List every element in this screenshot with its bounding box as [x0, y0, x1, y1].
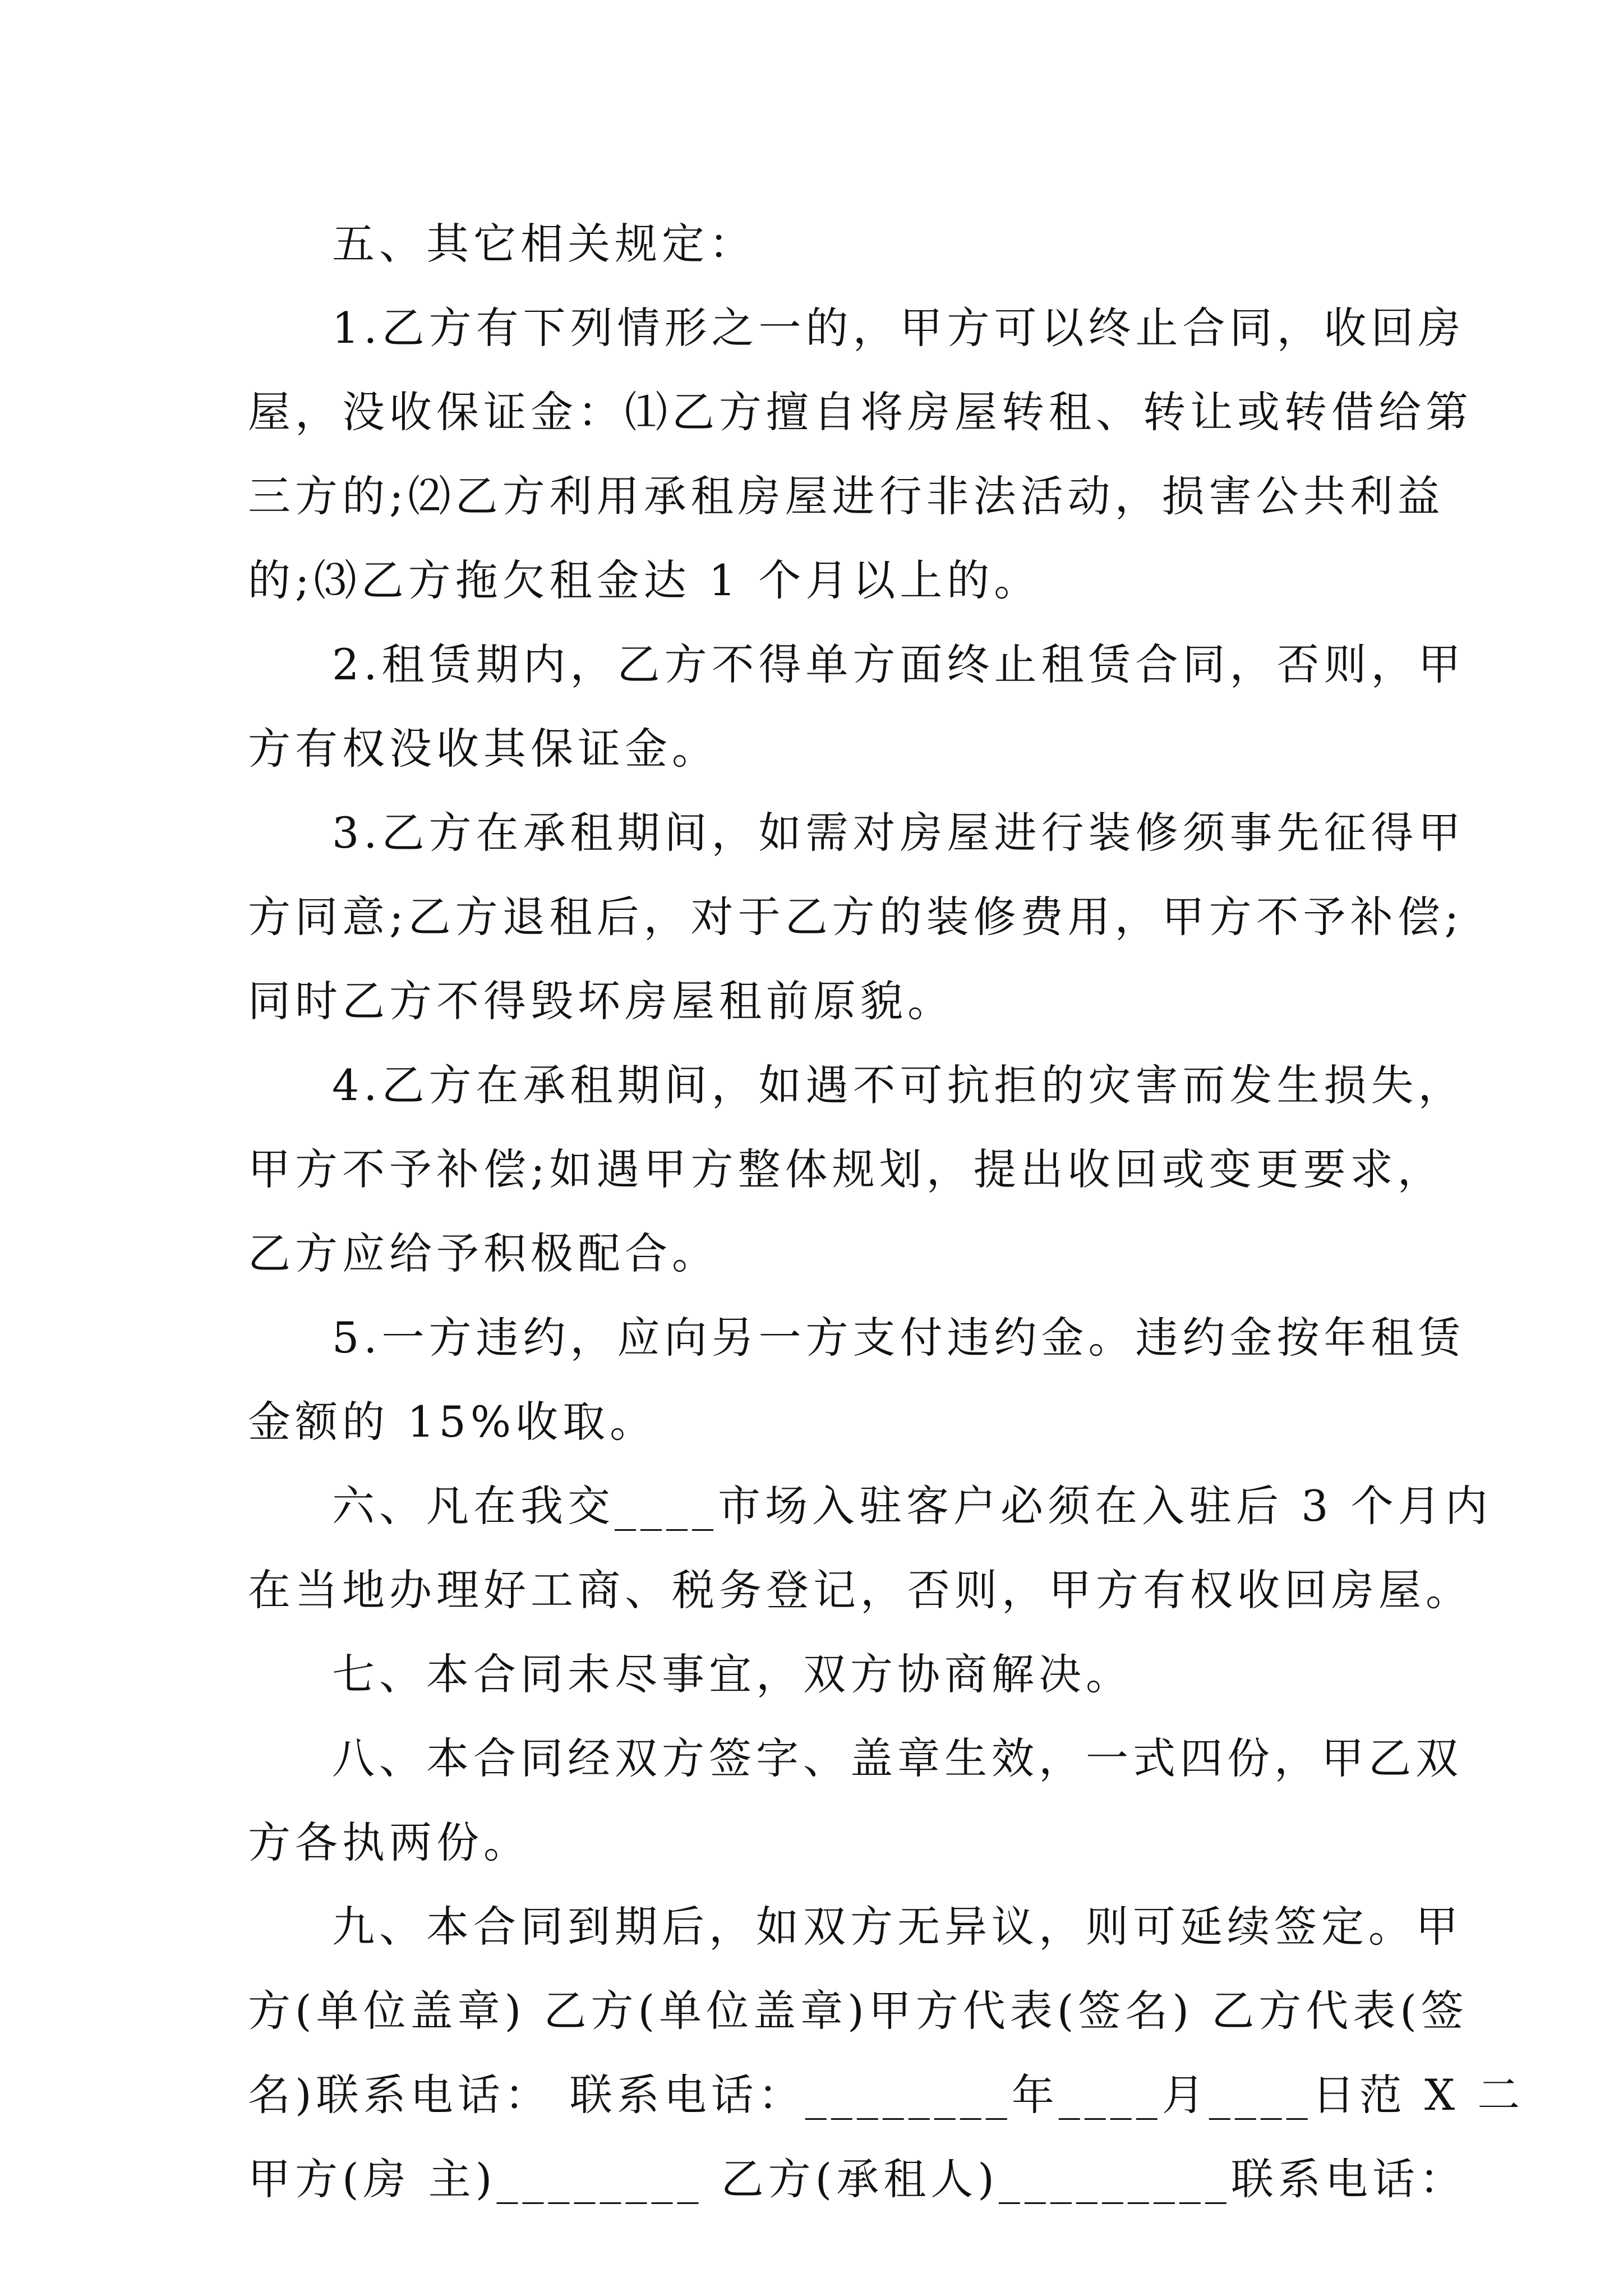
clause-4-line-2: 甲方不予补偿;如遇甲方整体规划，提出收回或变更要求，: [248, 1144, 1445, 1194]
clause-3-line-1: 3.乙方在承租期间，如需对房屋进行装修须事先征得甲: [332, 808, 1465, 858]
clause-5-line-2: 金额的 15%收取。: [248, 1397, 657, 1447]
signature-line-2: 名)联系电话： 联系电话：________年____月____日范 X 二: [248, 2070, 1525, 2120]
signature-line-3: 甲方(房 主)________ 乙方(承租人)_________联系电话：: [248, 2154, 1467, 2204]
clause-1-line-4: 的;⑶乙方拖欠租金达 1 个月以上的。: [248, 555, 1041, 605]
signature-line-1: 方(单位盖章) 乙方(单位盖章)甲方代表(签名) 乙方代表(签: [248, 1986, 1468, 2036]
section-six-line-2: 在当地办理好工商、税务登记，否则，甲方有权收回房屋。: [248, 1565, 1473, 1615]
clause-1-line-1: 1.乙方有下列情形之一的，甲方可以终止合同，收回房: [332, 303, 1465, 353]
section-six-line-1: 六、凡在我交____市场入驻客户必须在入驻后 3 个月内: [332, 1481, 1492, 1531]
clause-4-line-1: 4.乙方在承租期间，如遇不可抗拒的灾害而发生损失，: [332, 1060, 1465, 1110]
section-heading-five: 五、其它相关规定：: [332, 219, 756, 269]
clause-4-line-3: 乙方应给予积极配合。: [248, 1228, 719, 1278]
clause-3-line-3: 同时乙方不得毁坏房屋租前原貌。: [248, 976, 955, 1026]
clause-2-line-2: 方有权没收其保证金。: [248, 724, 719, 774]
section-eight-line-1: 八、本合同经双方签字、盖章生效，一式四份，甲乙双: [332, 1733, 1463, 1783]
clause-2-line-1: 2.租赁期内，乙方不得单方面终止租赁合同，否则，甲: [332, 639, 1465, 689]
clause-3-line-2: 方同意;乙方退租后，对于乙方的装修费用，甲方不予补偿;: [248, 892, 1464, 942]
section-nine-line-1: 九、本合同到期后，如双方无异议，则可延续签定。甲: [332, 1902, 1463, 1952]
document-body: [248, 202, 1525, 2221]
clause-5-line-1: 5.一方违约，应向另一方支付违约金。违约金按年租赁: [332, 1313, 1465, 1363]
clause-1-line-2: 屋，没收保证金：⑴乙方擅自将房屋转租、转让或转借给第: [248, 387, 1473, 437]
clause-1-line-3: 三方的;⑵乙方利用承租房屋进行非法活动，损害公共利益: [248, 471, 1445, 521]
section-eight-line-2: 方各执两份。: [248, 1818, 531, 1867]
section-seven: 七、本合同未尽事宜，双方协商解决。: [332, 1649, 1133, 1699]
